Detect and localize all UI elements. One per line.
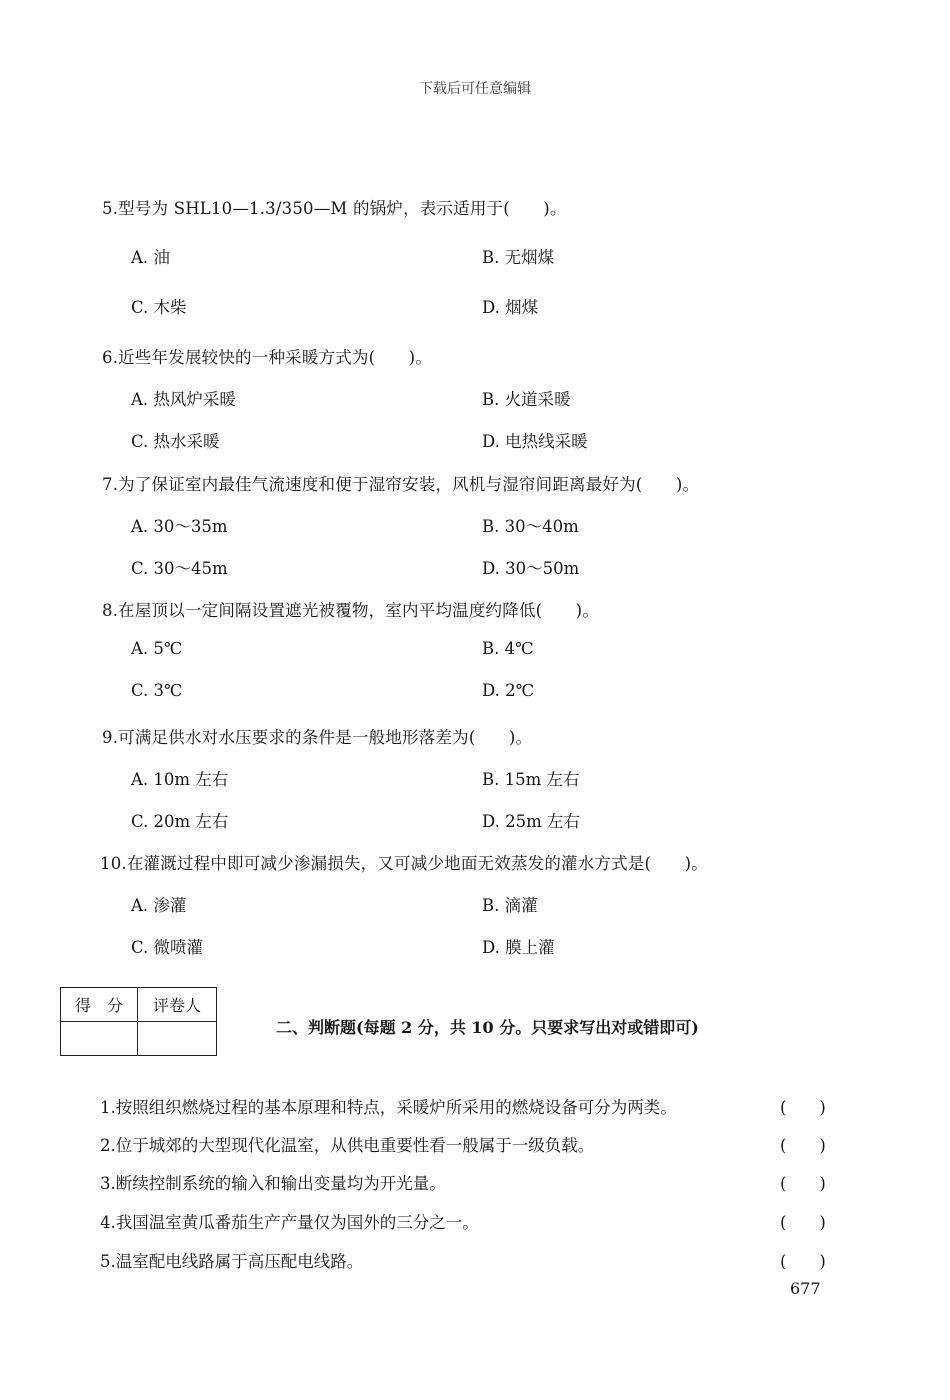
question-5-stem: 5.型号为 SHL10—1.3/350—M 的锅炉，表示适用于( )。	[102, 199, 567, 218]
question-5-option-d: D. 烟煤	[482, 298, 539, 317]
question-6-stem: 6.近些年发展较快的一种采暖方式为( )。	[102, 348, 433, 367]
question-7-option-d: D. 30～50m	[482, 559, 580, 578]
tf-item-4: 4.我国温室黄瓜番茄生产产量仅为国外的三分之一。	[100, 1213, 479, 1232]
page-header: 下载后可任意编辑	[419, 81, 531, 97]
question-6-option-d: D. 电热线采暖	[482, 432, 588, 451]
tf-item-5: 5.温室配电线路属于高压配电线路。	[100, 1252, 364, 1271]
score-label: 得 分	[61, 988, 138, 1022]
page-number: 677	[790, 1279, 821, 1298]
question-5-option-c: C. 木柴	[131, 298, 187, 317]
question-9-stem: 9.可满足供水对水压要求的条件是一般地形落差为( )。	[102, 728, 533, 747]
question-10-option-c: C. 微喷灌	[131, 938, 204, 957]
question-8-stem: 8.在屋顶以一定间隔设置遮光被覆物，室内平均温度约降低( )。	[102, 601, 600, 620]
question-6-option-c: C. 热水采暖	[131, 432, 220, 451]
question-9-option-a: A. 10m 左右	[131, 770, 229, 789]
question-7-option-b: B. 30～40m	[482, 517, 579, 536]
tf-answer-blank-1[interactable]: ( )	[780, 1098, 826, 1117]
question-7-option-a: A. 30～35m	[131, 517, 228, 536]
tf-answer-blank-4[interactable]: ( )	[780, 1213, 826, 1232]
question-9-option-d: D. 25m 左右	[482, 812, 581, 831]
tf-item-3: 3.断续控制系统的输入和输出变量均为开光量。	[100, 1174, 446, 1193]
score-cell[interactable]	[61, 1022, 138, 1056]
question-5-option-b: B. 无烟煤	[482, 248, 555, 267]
question-9-option-c: C. 20m 左右	[131, 812, 229, 831]
tf-answer-blank-5[interactable]: ( )	[780, 1252, 826, 1271]
question-10-option-d: D. 膜上灌	[482, 938, 555, 957]
question-8-option-a: A. 5℃	[131, 639, 183, 658]
tf-item-2: 2.位于城郊的大型现代化温室，从供电重要性看一般属于一级负载。	[100, 1136, 595, 1155]
tf-answer-blank-3[interactable]: ( )	[780, 1174, 826, 1193]
grader-cell[interactable]	[138, 1022, 217, 1056]
section-2-title: 二、判断题(每题 2 分，共 10 分。只要求写出对或错即可)	[276, 1018, 699, 1037]
question-9-option-b: B. 15m 左右	[482, 770, 580, 789]
question-8-option-b: B. 4℃	[482, 639, 534, 658]
question-10-option-b: B. 滴灌	[482, 896, 538, 915]
question-8-option-c: C. 3℃	[131, 681, 183, 700]
question-10-stem: 10.在灌溉过程中即可减少渗漏损失，又可减少地面无效蒸发的灌水方式是( )。	[100, 854, 708, 873]
question-6-option-a: A. 热风炉采暖	[131, 390, 236, 409]
score-table	[60, 987, 217, 1056]
grader-label: 评卷人	[138, 988, 217, 1022]
question-10-option-a: A. 渗灌	[131, 896, 187, 915]
tf-item-1: 1.按照组织燃烧过程的基本原理和特点，采暖炉所采用的燃烧设备可分为两类。	[100, 1098, 677, 1117]
question-7-stem: 7.为了保证室内最佳气流速度和便于湿帘安装，风机与湿帘间距离最好为( )。	[102, 475, 700, 494]
tf-answer-blank-2[interactable]: ( )	[780, 1136, 826, 1155]
question-5-option-a: A. 油	[131, 248, 170, 267]
question-8-option-d: D. 2℃	[482, 681, 535, 700]
question-6-option-b: B. 火道采暖	[482, 390, 571, 409]
question-7-option-c: C. 30～45m	[131, 559, 228, 578]
